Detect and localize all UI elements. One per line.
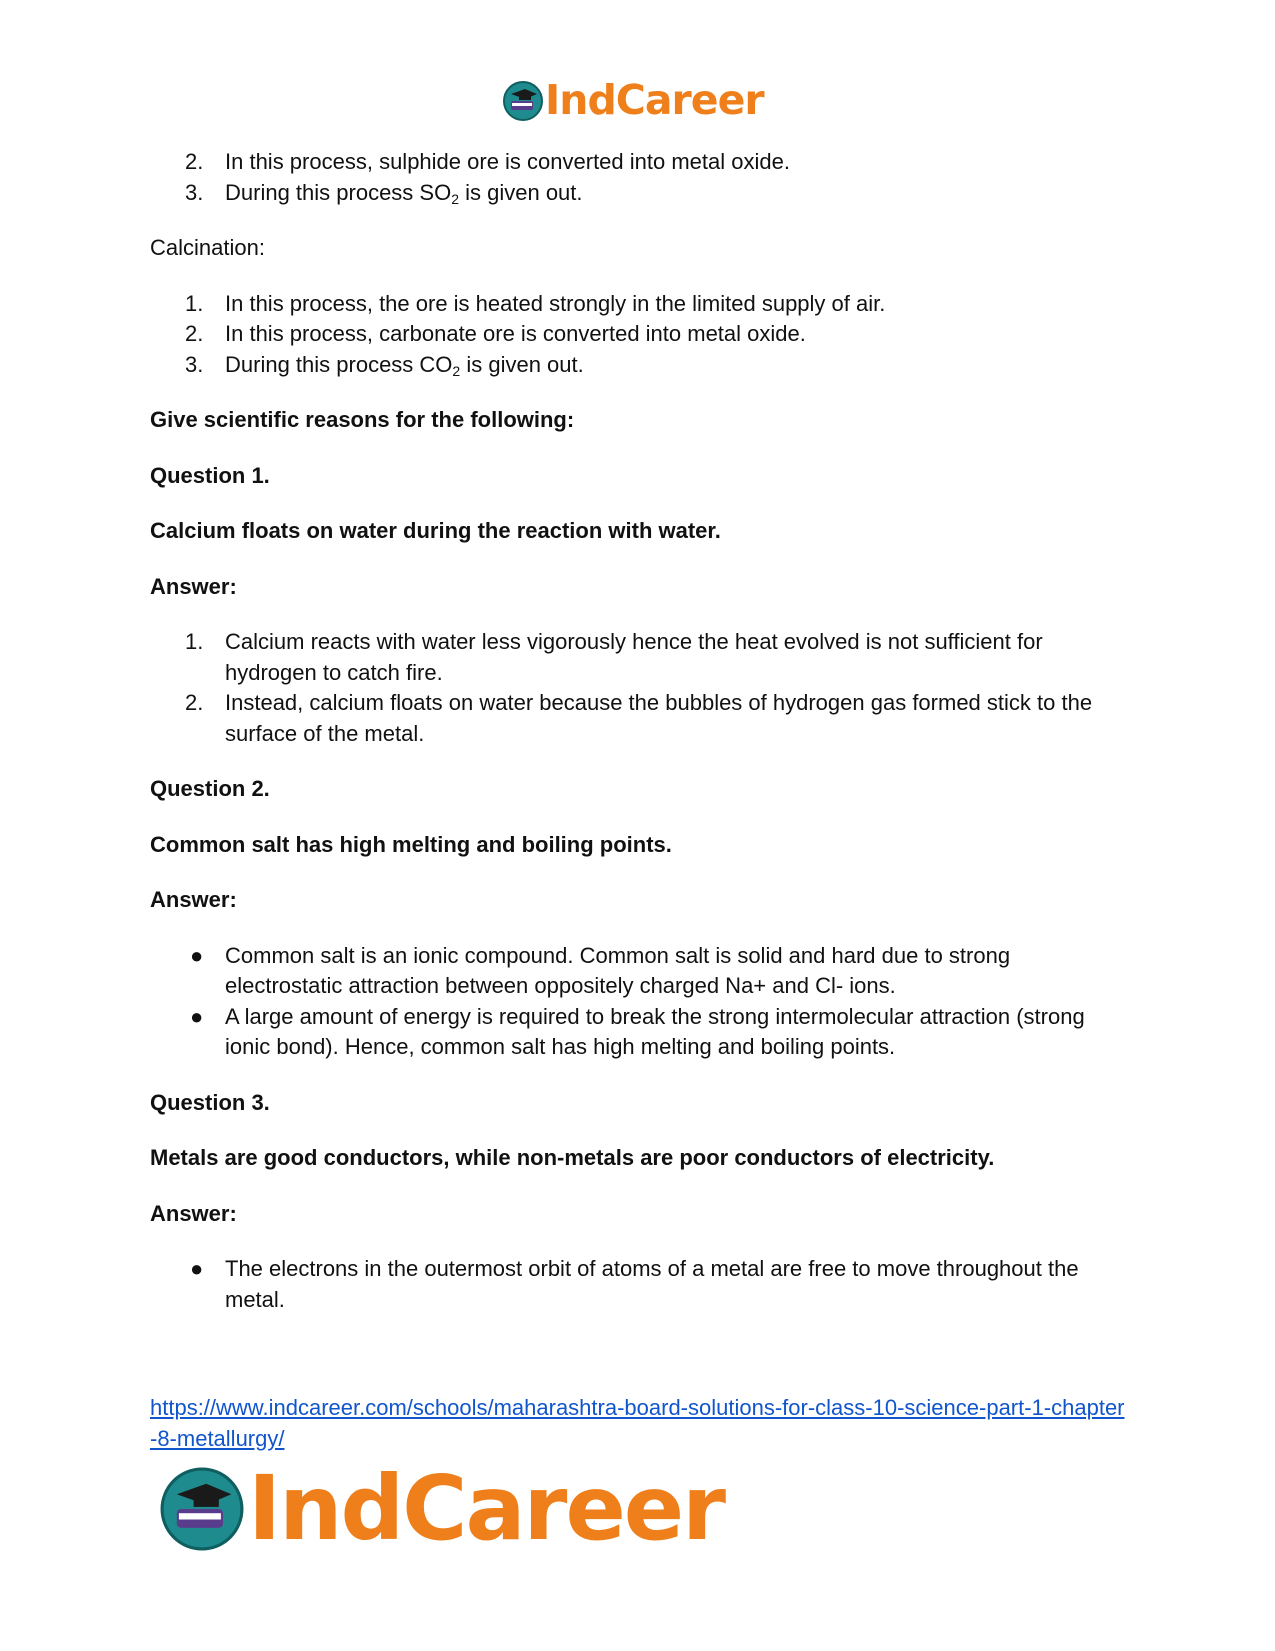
- list-item: [150, 319, 1130, 350]
- list-item-text-pre: During this process SO: [225, 179, 452, 205]
- subscript: 2: [451, 190, 459, 207]
- question-text: Calcium floats on water during the reaction with water.: [150, 518, 721, 543]
- question-text: Common salt has high melting and boiling points.: [150, 831, 672, 857]
- list-item: [150, 289, 1130, 320]
- list-item-text: In this process, sulphide ore is converted into metal oxide.: [225, 149, 790, 174]
- list-item-text: Common salt is an ionic compound. Common salt is solid and hard due to strong electrostatic attraction between oppositely charged Na+ and Cl- ions.: [225, 942, 1011, 998]
- bullet-icon: ●: [190, 942, 204, 968]
- answer-list: [150, 1254, 1130, 1315]
- list-number: 3.: [185, 179, 204, 205]
- list-item-text: Instead, calcium floats on water because the bubbles of hydrogen gas formed stick to the surface of the metal.: [225, 690, 1093, 746]
- question-label: Question 2.: [150, 776, 270, 801]
- section-heading: Give scientific reasons for the following:: [150, 407, 575, 432]
- list-item-text: In this process, the ore is heated strongly in the limited supply of air.: [225, 290, 886, 316]
- header-logo: [503, 76, 764, 124]
- bullet-icon: ●: [190, 1256, 204, 1281]
- list-item-text-post: is given out.: [459, 179, 583, 205]
- list-number: 1.: [185, 290, 204, 316]
- graduation-book-icon: [160, 1467, 244, 1551]
- list-item-text-pre: During this process CO: [225, 351, 453, 377]
- list-number: 2.: [185, 149, 204, 174]
- list-item: [150, 178, 1130, 209]
- list-item-text: In this process, carbonate ore is converted into metal oxide.: [225, 321, 806, 346]
- list-number: 3.: [185, 351, 204, 377]
- answer-label: Answer:: [150, 887, 237, 912]
- list-item-text: A large amount of energy is required to break the strong intermolecular attraction (strong ionic bond). Hence, common salt has high melting and boiling points.: [225, 1003, 1085, 1059]
- list-number: 2.: [185, 321, 204, 346]
- list-item: [150, 688, 1130, 749]
- subscript: 2: [452, 362, 461, 379]
- brand-wordmark: IndCareer: [248, 1456, 725, 1560]
- list-item: [150, 941, 1130, 1002]
- question-label: Question 3.: [150, 1089, 270, 1115]
- list-item-text: The electrons in the outermost orbit of atoms of a metal are free to move throughout the metal.: [225, 1256, 1079, 1312]
- list-item: [150, 627, 1130, 688]
- list-item-text-post: is given out.: [460, 351, 584, 377]
- bullet-icon: ●: [190, 1003, 204, 1029]
- question-label: Question 1.: [150, 462, 270, 488]
- answer-label: Answer:: [150, 573, 237, 599]
- list-item-text: Calcium reacts with water less vigorously hence the heat evolved is not sufficient for hydrogen to catch fire.: [225, 629, 1043, 685]
- source-url-link[interactable]: https://www.indcareer.com/schools/maharashtra-board-solutions-for-class-10-science-part-1-chapter-8-metallurgy/: [150, 1395, 1125, 1451]
- brand-wordmark: IndCareer: [545, 76, 764, 124]
- question-text: Metals are good conductors, while non-metals are poor conductors of electricity.: [150, 1145, 995, 1170]
- list-number: 2.: [185, 690, 204, 715]
- footer-logo: [160, 1456, 725, 1560]
- calcination-list: [150, 289, 1130, 381]
- list-item: [150, 1002, 1130, 1063]
- roasting-list: [150, 147, 1130, 208]
- list-item: [150, 350, 1130, 381]
- calcination-heading: Calcination:: [150, 235, 265, 260]
- graduation-book-icon: [503, 81, 543, 121]
- answer-list: [150, 941, 1130, 1063]
- answer-label: Answer:: [150, 1200, 237, 1226]
- list-item: [150, 1254, 1130, 1315]
- list-item: [150, 147, 1130, 178]
- document-body: [150, 147, 1130, 1315]
- list-number: 1.: [185, 629, 204, 654]
- answer-list: [150, 627, 1130, 749]
